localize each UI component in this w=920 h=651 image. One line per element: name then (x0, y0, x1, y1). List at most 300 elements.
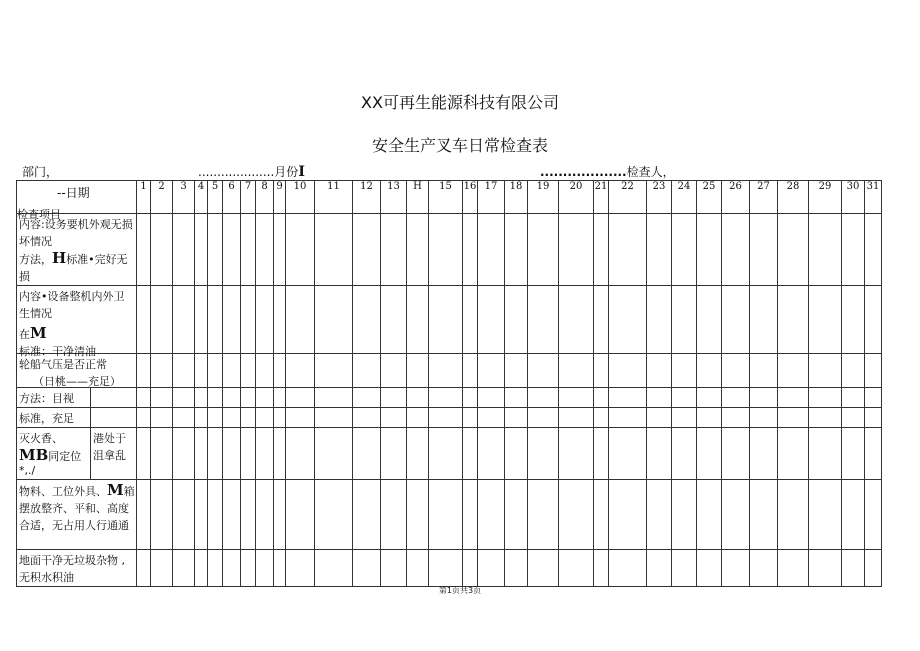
day-check-cell (478, 286, 505, 354)
day-check-cell (478, 354, 505, 388)
day-check-cell (208, 408, 223, 428)
day-check-cell (865, 388, 882, 408)
day-check-cell (722, 388, 750, 408)
check-item-cell (17, 428, 91, 480)
day-header-cell: 28 (778, 181, 809, 214)
day-check-cell (609, 408, 647, 428)
day-check-cell (559, 550, 594, 587)
item-status-text: 港处于沮拿乱 (93, 432, 126, 462)
day-check-cell (195, 428, 208, 480)
day-check-cell (429, 550, 463, 587)
day-check-cell (353, 428, 381, 480)
item-standard-text: 标准•完好无损 (19, 253, 128, 283)
item-content-text: 地面干净无垃圾杂物 ,无积水积油 (19, 554, 125, 584)
day-check-cell (559, 408, 594, 428)
check-item-cell (17, 354, 137, 388)
day-check-cell (505, 354, 528, 388)
day-check-cell (256, 428, 274, 480)
day-check-cell (865, 408, 882, 428)
day-check-cell (407, 286, 429, 354)
day-header-cell: 15 (429, 181, 463, 214)
check-item-cell (17, 286, 137, 358)
day-check-cell (223, 480, 241, 550)
day-check-cell (381, 550, 407, 587)
day-check-cell (505, 388, 528, 408)
inspector-label: 检查人， (626, 165, 675, 179)
day-check-cell (809, 388, 842, 408)
day-check-cell (559, 480, 594, 550)
day-check-cell (315, 480, 353, 550)
day-check-cell (672, 354, 697, 388)
day-check-cell (407, 214, 429, 286)
day-header-cell: 3 (173, 181, 195, 214)
day-check-cell (286, 550, 315, 587)
day-header-cell: 24 (672, 181, 697, 214)
day-check-cell (381, 480, 407, 550)
day-check-cell (559, 214, 594, 286)
day-check-cell (208, 480, 223, 550)
day-check-cell (778, 286, 809, 354)
day-check-cell (672, 480, 697, 550)
day-check-cell (256, 214, 274, 286)
day-check-cell (750, 480, 778, 550)
day-check-cell (463, 550, 478, 587)
day-check-cell (750, 286, 778, 354)
blank-cell (91, 408, 137, 428)
day-check-cell (223, 408, 241, 428)
day-check-cell (647, 354, 672, 388)
day-check-cell (381, 408, 407, 428)
check-item-cell (17, 480, 137, 550)
day-check-cell (809, 408, 842, 428)
day-check-cell (528, 480, 559, 550)
day-header-cell: 17 (478, 181, 505, 214)
day-check-cell (353, 388, 381, 408)
day-check-cell (195, 480, 208, 550)
day-check-cell (672, 550, 697, 587)
day-check-cell (647, 286, 672, 354)
day-check-cell (594, 408, 609, 428)
table-row (17, 354, 882, 388)
item-method-mark: M (30, 324, 47, 342)
day-check-cell (429, 214, 463, 286)
check-item-cell (91, 428, 137, 480)
day-check-cell (137, 480, 151, 550)
item-method-mark: H (52, 249, 67, 267)
day-check-cell (137, 428, 151, 480)
day-check-cell (137, 286, 151, 354)
month-mark: I (298, 164, 305, 180)
day-check-cell (778, 214, 809, 286)
item-method-text: 方法， (19, 253, 52, 266)
day-check-cell (223, 428, 241, 480)
day-check-cell (528, 354, 559, 388)
day-header-cell: 2 (151, 181, 173, 214)
day-header-cell: 12 (353, 181, 381, 214)
check-item-cell (17, 214, 137, 286)
day-check-cell (208, 428, 223, 480)
department-field (22, 163, 58, 180)
table-row (17, 408, 882, 428)
day-check-cell (750, 388, 778, 408)
day-check-cell (407, 428, 429, 480)
day-check-cell (137, 550, 151, 587)
day-check-cell (865, 214, 882, 286)
day-check-cell (241, 480, 256, 550)
day-check-cell (195, 214, 208, 286)
table-row (17, 214, 882, 286)
month-label: 月份 (274, 165, 299, 179)
day-check-cell (647, 214, 672, 286)
day-check-cell (697, 214, 722, 286)
day-check-cell (478, 550, 505, 587)
day-check-cell (778, 354, 809, 388)
day-check-cell (505, 550, 528, 587)
check-item-cell (17, 388, 91, 408)
day-check-cell (722, 408, 750, 428)
day-check-cell (672, 408, 697, 428)
day-header-cell: 27 (750, 181, 778, 214)
month-dots: .................... (198, 165, 275, 179)
day-check-cell (381, 428, 407, 480)
table-row (17, 428, 882, 480)
day-check-cell (173, 354, 195, 388)
day-check-cell (195, 354, 208, 388)
day-check-cell (647, 550, 672, 587)
day-check-cell (315, 214, 353, 286)
company-name: XX可再生能源科技有限公司 (361, 93, 559, 112)
day-check-cell (478, 480, 505, 550)
day-check-cell (429, 354, 463, 388)
day-check-cell (842, 428, 865, 480)
day-check-cell (286, 286, 315, 354)
day-check-cell (151, 408, 173, 428)
day-check-cell (274, 550, 286, 587)
day-check-cell (173, 214, 195, 286)
day-check-cell (241, 408, 256, 428)
day-check-cell (256, 286, 274, 354)
day-check-cell (559, 354, 594, 388)
day-check-cell (750, 354, 778, 388)
month-field (198, 163, 305, 180)
day-header-cell: 13 (381, 181, 407, 214)
date-axis-label: --日期 (57, 186, 90, 200)
day-check-cell (274, 408, 286, 428)
day-check-cell (842, 388, 865, 408)
day-check-cell (865, 286, 882, 354)
day-check-cell (478, 428, 505, 480)
day-check-cell (478, 214, 505, 286)
day-check-cell (594, 428, 609, 480)
day-header-cell: 23 (647, 181, 672, 214)
item-content-tail: *,./ (19, 464, 36, 477)
day-header-cell: 19 (528, 181, 559, 214)
day-check-cell (407, 550, 429, 587)
day-check-cell (778, 550, 809, 587)
day-check-cell (505, 214, 528, 286)
day-check-cell (842, 354, 865, 388)
day-check-cell (559, 286, 594, 354)
day-check-cell (353, 408, 381, 428)
day-header-cell: 10 (286, 181, 315, 214)
day-check-cell (594, 480, 609, 550)
day-check-cell (672, 286, 697, 354)
day-check-cell (722, 428, 750, 480)
day-check-cell (559, 428, 594, 480)
day-check-cell (609, 480, 647, 550)
day-check-cell (594, 286, 609, 354)
day-check-cell (151, 428, 173, 480)
item-method-text: 方法：目视 (19, 392, 74, 405)
day-header-cell: 6 (223, 181, 241, 214)
item-content-text: 内容•设备整机内外卫生情况 (19, 290, 125, 320)
day-check-cell (463, 286, 478, 354)
item-standard-text: 标准：干净清油 (19, 345, 96, 358)
form-title: 安全生产叉车日常检查表 (371, 136, 548, 155)
day-check-cell (722, 286, 750, 354)
day-check-cell (173, 286, 195, 354)
day-check-cell (208, 214, 223, 286)
day-check-cell (865, 354, 882, 388)
day-check-cell (315, 408, 353, 428)
day-check-cell (223, 388, 241, 408)
day-check-cell (407, 354, 429, 388)
item-axis-label: 检查项目 (17, 208, 61, 221)
department-label: 部门， (22, 165, 59, 179)
day-check-cell (865, 428, 882, 480)
day-check-cell (151, 286, 173, 354)
day-check-cell (286, 214, 315, 286)
day-check-cell (697, 428, 722, 480)
day-check-cell (842, 480, 865, 550)
day-check-cell (809, 480, 842, 550)
day-check-cell (353, 550, 381, 587)
day-check-cell (609, 428, 647, 480)
day-header-cell: 26 (722, 181, 750, 214)
day-check-cell (750, 428, 778, 480)
day-check-cell (353, 286, 381, 354)
day-check-cell (151, 550, 173, 587)
day-check-cell (463, 428, 478, 480)
day-check-cell (463, 408, 478, 428)
day-check-cell (195, 388, 208, 408)
day-check-cell (353, 480, 381, 550)
day-check-cell (208, 286, 223, 354)
day-check-cell (223, 354, 241, 388)
day-check-cell (195, 408, 208, 428)
day-check-cell (429, 388, 463, 408)
day-header-cell: 1 (137, 181, 151, 214)
day-check-cell (722, 214, 750, 286)
day-header-cell: 20 (559, 181, 594, 214)
day-check-cell (559, 388, 594, 408)
day-check-cell (151, 480, 173, 550)
day-check-cell (407, 408, 429, 428)
day-check-cell (609, 286, 647, 354)
day-header-cell: 30 (842, 181, 865, 214)
day-check-cell (594, 388, 609, 408)
day-check-cell (241, 388, 256, 408)
inspection-table (16, 180, 882, 587)
day-check-cell (609, 388, 647, 408)
day-check-cell (647, 388, 672, 408)
day-check-cell (381, 214, 407, 286)
day-check-cell (274, 428, 286, 480)
day-check-cell (697, 286, 722, 354)
day-check-cell (647, 428, 672, 480)
day-check-cell (274, 388, 286, 408)
day-check-cell (778, 388, 809, 408)
day-header-cell: 7 (241, 181, 256, 214)
day-check-cell (195, 550, 208, 587)
day-check-cell (594, 550, 609, 587)
item-content-mark: MB (19, 446, 49, 464)
day-check-cell (256, 354, 274, 388)
day-check-cell (274, 214, 286, 286)
day-check-cell (274, 480, 286, 550)
day-check-cell (381, 354, 407, 388)
day-check-cell (208, 354, 223, 388)
day-check-cell (528, 214, 559, 286)
day-check-cell (842, 408, 865, 428)
day-header-cell: 16 (463, 181, 478, 214)
day-header-cell: 8 (256, 181, 274, 214)
page-indicator: 第1页共3页 (438, 586, 482, 595)
day-check-cell (505, 428, 528, 480)
day-check-cell (173, 408, 195, 428)
day-check-cell (505, 286, 528, 354)
day-check-cell (286, 354, 315, 388)
day-check-cell (286, 428, 315, 480)
item-content-text: 灭火香、 (19, 432, 63, 445)
day-check-cell (809, 354, 842, 388)
day-check-cell (609, 550, 647, 587)
item-method-text: （日桃——充足） (33, 375, 121, 388)
day-check-cell (697, 550, 722, 587)
day-check-cell (315, 354, 353, 388)
day-check-cell (241, 354, 256, 388)
day-header-cell: 29 (809, 181, 842, 214)
day-check-cell (208, 550, 223, 587)
day-check-cell (137, 214, 151, 286)
day-check-cell (315, 550, 353, 587)
table-row (17, 286, 882, 354)
day-check-cell (463, 480, 478, 550)
day-check-cell (195, 286, 208, 354)
day-check-cell (647, 480, 672, 550)
day-check-cell (697, 354, 722, 388)
day-header-cell: 18 (505, 181, 528, 214)
day-check-cell (505, 408, 528, 428)
day-check-cell (778, 428, 809, 480)
blank-cell (91, 388, 137, 408)
inspector-field (540, 163, 675, 180)
day-check-cell (672, 388, 697, 408)
check-item-cell (17, 550, 137, 587)
corner-cell (17, 181, 137, 221)
day-check-cell (528, 408, 559, 428)
day-check-cell (842, 214, 865, 286)
day-check-cell (256, 550, 274, 587)
day-header-cell: 11 (315, 181, 353, 214)
day-check-cell (286, 408, 315, 428)
day-header-cell: 25 (697, 181, 722, 214)
day-check-cell (429, 286, 463, 354)
day-check-cell (809, 550, 842, 587)
day-check-cell (429, 408, 463, 428)
day-check-cell (151, 354, 173, 388)
day-check-cell (809, 286, 842, 354)
day-check-cell (778, 408, 809, 428)
day-check-cell (478, 408, 505, 428)
day-header-cell: 9 (274, 181, 286, 214)
day-check-cell (778, 480, 809, 550)
day-check-cell (173, 480, 195, 550)
day-check-cell (381, 388, 407, 408)
day-check-cell (315, 286, 353, 354)
item-standard-text: 标准，充足 (19, 412, 74, 425)
item-content-rest: 同定位 (48, 450, 82, 463)
day-check-cell (594, 214, 609, 286)
day-check-cell (256, 408, 274, 428)
day-check-cell (407, 388, 429, 408)
day-check-cell (223, 550, 241, 587)
date-header-row (17, 181, 882, 214)
day-check-cell (241, 550, 256, 587)
table-row (17, 480, 882, 550)
day-check-cell (274, 354, 286, 388)
day-check-cell (505, 480, 528, 550)
day-check-cell (722, 354, 750, 388)
day-header-cell: 21 (594, 181, 609, 214)
day-check-cell (697, 408, 722, 428)
item-content-rest: 箱摆放整齐、平和、高度合适，无占用人行通通 (19, 485, 135, 532)
item-content-text: 内容:设务要机外观无损坏情况 (19, 218, 133, 248)
day-check-cell (478, 388, 505, 408)
day-check-cell (609, 214, 647, 286)
item-content-mark: M (107, 481, 124, 499)
day-check-cell (353, 354, 381, 388)
day-check-cell (137, 408, 151, 428)
day-header-cell: 5 (208, 181, 223, 214)
day-check-cell (286, 480, 315, 550)
day-check-cell (697, 388, 722, 408)
inspector-dots: ................... (540, 165, 627, 179)
day-check-cell (672, 428, 697, 480)
day-check-cell (173, 428, 195, 480)
day-check-cell (463, 354, 478, 388)
day-check-cell (315, 428, 353, 480)
day-check-cell (528, 550, 559, 587)
day-check-cell (137, 354, 151, 388)
day-check-cell (528, 388, 559, 408)
day-check-cell (722, 480, 750, 550)
day-check-cell (137, 388, 151, 408)
item-content-text: 轮船气压是否正常 (19, 358, 107, 371)
day-check-cell (241, 214, 256, 286)
day-header-cell: 31 (865, 181, 882, 214)
check-item-cell (17, 408, 91, 428)
day-check-cell (528, 286, 559, 354)
day-check-cell (381, 286, 407, 354)
day-check-cell (429, 428, 463, 480)
table-row (17, 388, 882, 408)
table-row (17, 550, 882, 587)
day-check-cell (463, 214, 478, 286)
day-check-cell (594, 354, 609, 388)
day-check-cell (407, 480, 429, 550)
day-check-cell (842, 550, 865, 587)
